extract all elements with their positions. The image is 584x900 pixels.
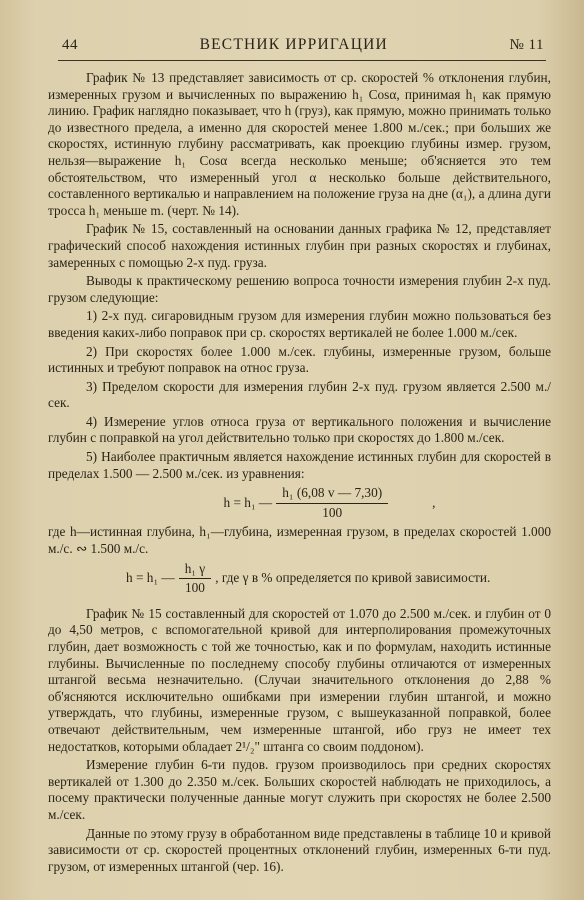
conclusion-3: 3) Пределом скорости для измерения глубин 2-х пуд. грузом является 2.500 м./сек. [48, 378, 551, 411]
paragraph-definitions: где h—истинная глубина, h₁—глубина, измеренная грузом, в пределах скоростей 1.000 м./с. ∾ 1.500 м./с. [48, 524, 551, 557]
paragraph-table-10: Данные по этому грузу в обработанном виде представлены в таблице 10 и кривой зависимости от ср. скоростей процентных отклонений глубин, измеренных 6-ти пуд. грузом, от измеренных штангой (чер. 16). [48, 825, 551, 874]
formula-1-fraction [276, 485, 388, 521]
formula-depth-correction [108, 485, 551, 521]
formula-1-numerator: h₁ (6,08 v — 7,30) [276, 485, 388, 504]
formula-1-trail: , [432, 495, 436, 511]
formula-1-denominator: 100 [322, 504, 343, 520]
formula-2-rest: , где γ в % определяется по кривой зависимости. [215, 570, 491, 586]
conclusion-5: 5) Наиболее практичным является нахождение истинных глубин для скоростей в пределах 1.500 — 2.500 м./сек. из уравнения: [48, 449, 551, 481]
conclusion-1: 1) 2-х пуд. сигаровидным грузом для измерения глубин можно пользоваться без введения каких-либо поправок при ср. скоростях вертикалей не более 1.000 м./сек. [48, 308, 551, 340]
paragraph-graph-15-details: График № 15 составленный для скоростей от 1.070 до 2.500 м./сек. и глубин от 0 до 4,50 метров, с вспомогательной кривой для интерполирования промежуточных глубин, дает возможность с той же точностью, как и по формулам, находить истинные глубины. Вычисленные по последнему способу глубины отличаются от измеренных штангой весьма незначительно. (Случаи значительного отклонения до 2,88 % об'ясняются исключительно ошибками при измерении глубин штангой, и можно утверждать, что глубины, измеренные грузом, с вышеуказанной поправкой, более отвечают действительным, чем измеренные штангой, ибо груз не имеет тех недостатков, которыми обладает 2¹/₂" штанга со своим поддоном). [48, 605, 551, 754]
conclusion-4: 4) Измерение углов относа груза от вертикального положения и вычисление глубин с поправкой на угол действительно только при скоростях до 1.800 м./сек. [48, 413, 551, 446]
paragraph-conclusions-intro: Выводы к практическому решению вопроса точности измерения глубин 2-х пуд. грузом следующие: [48, 273, 551, 305]
formula-2-numerator: h₁ γ [179, 561, 211, 580]
conclusion-2: 2) При скоростях более 1.000 м./сек. глубины, измеренные грузом, больше истинных и требуют поправок на относ груза. [48, 343, 551, 376]
paragraph-6-pud-weight: Измерение глубин 6-ти пудов. грузом производилось при средних скоростях вертикалей от 1.300 до 2.350 м./сек. Больших скоростей наблюдать не приходилось, а посему практически полученные данные могут служить при скоростях не более 2.500 м./сек. [48, 757, 551, 822]
formula-2-fraction [179, 561, 211, 597]
header-rule [58, 60, 546, 61]
page-header [62, 36, 544, 58]
article-body [48, 70, 551, 877]
formula-gamma [126, 561, 551, 597]
page-number: 44 [62, 37, 78, 53]
formula-2-denominator: 100 [184, 580, 205, 596]
paragraph-graph-15: График № 15, составленный на основании данных графика № 12, представляет графический способ нахождения истинных глубин при разных скоростях и глубинах, замеренных с помощью 2-х пуд. груза. [48, 221, 551, 270]
paragraph-graph-13: График № 13 представляет зависимость от ср. скоростей % отклонения глубин, измеренных грузом и вычисленных по выражению h₁ Cosα, принимая h₁ как прямую линию. График наглядно показывает, что h (груз), как прямую, можно принимать только до известного предела, а именно для скоростей менее 1.800 м./сек.; при больших же скоростях, истинную глубину рассматривать, как проекцию глубины измер. грузом, нельзя—выражение h₁ Cosα всегда несколько меньше; об'ясняется это тем обстоятельством, что измеренный угол α несколько больше действительного, составленного вертикалью и направлением на положение груза на дне (α₁), а длина дуги тросса h₁ меньше m. (черт. № 14). [48, 70, 551, 218]
formula-2-lhs: h = h₁ — [126, 570, 175, 586]
issue-number: № 11 [509, 37, 544, 53]
journal-title: ВЕСТНИК ИРРИГАЦИИ [199, 36, 388, 53]
formula-1-lhs: h = h₁ — [223, 495, 273, 511]
